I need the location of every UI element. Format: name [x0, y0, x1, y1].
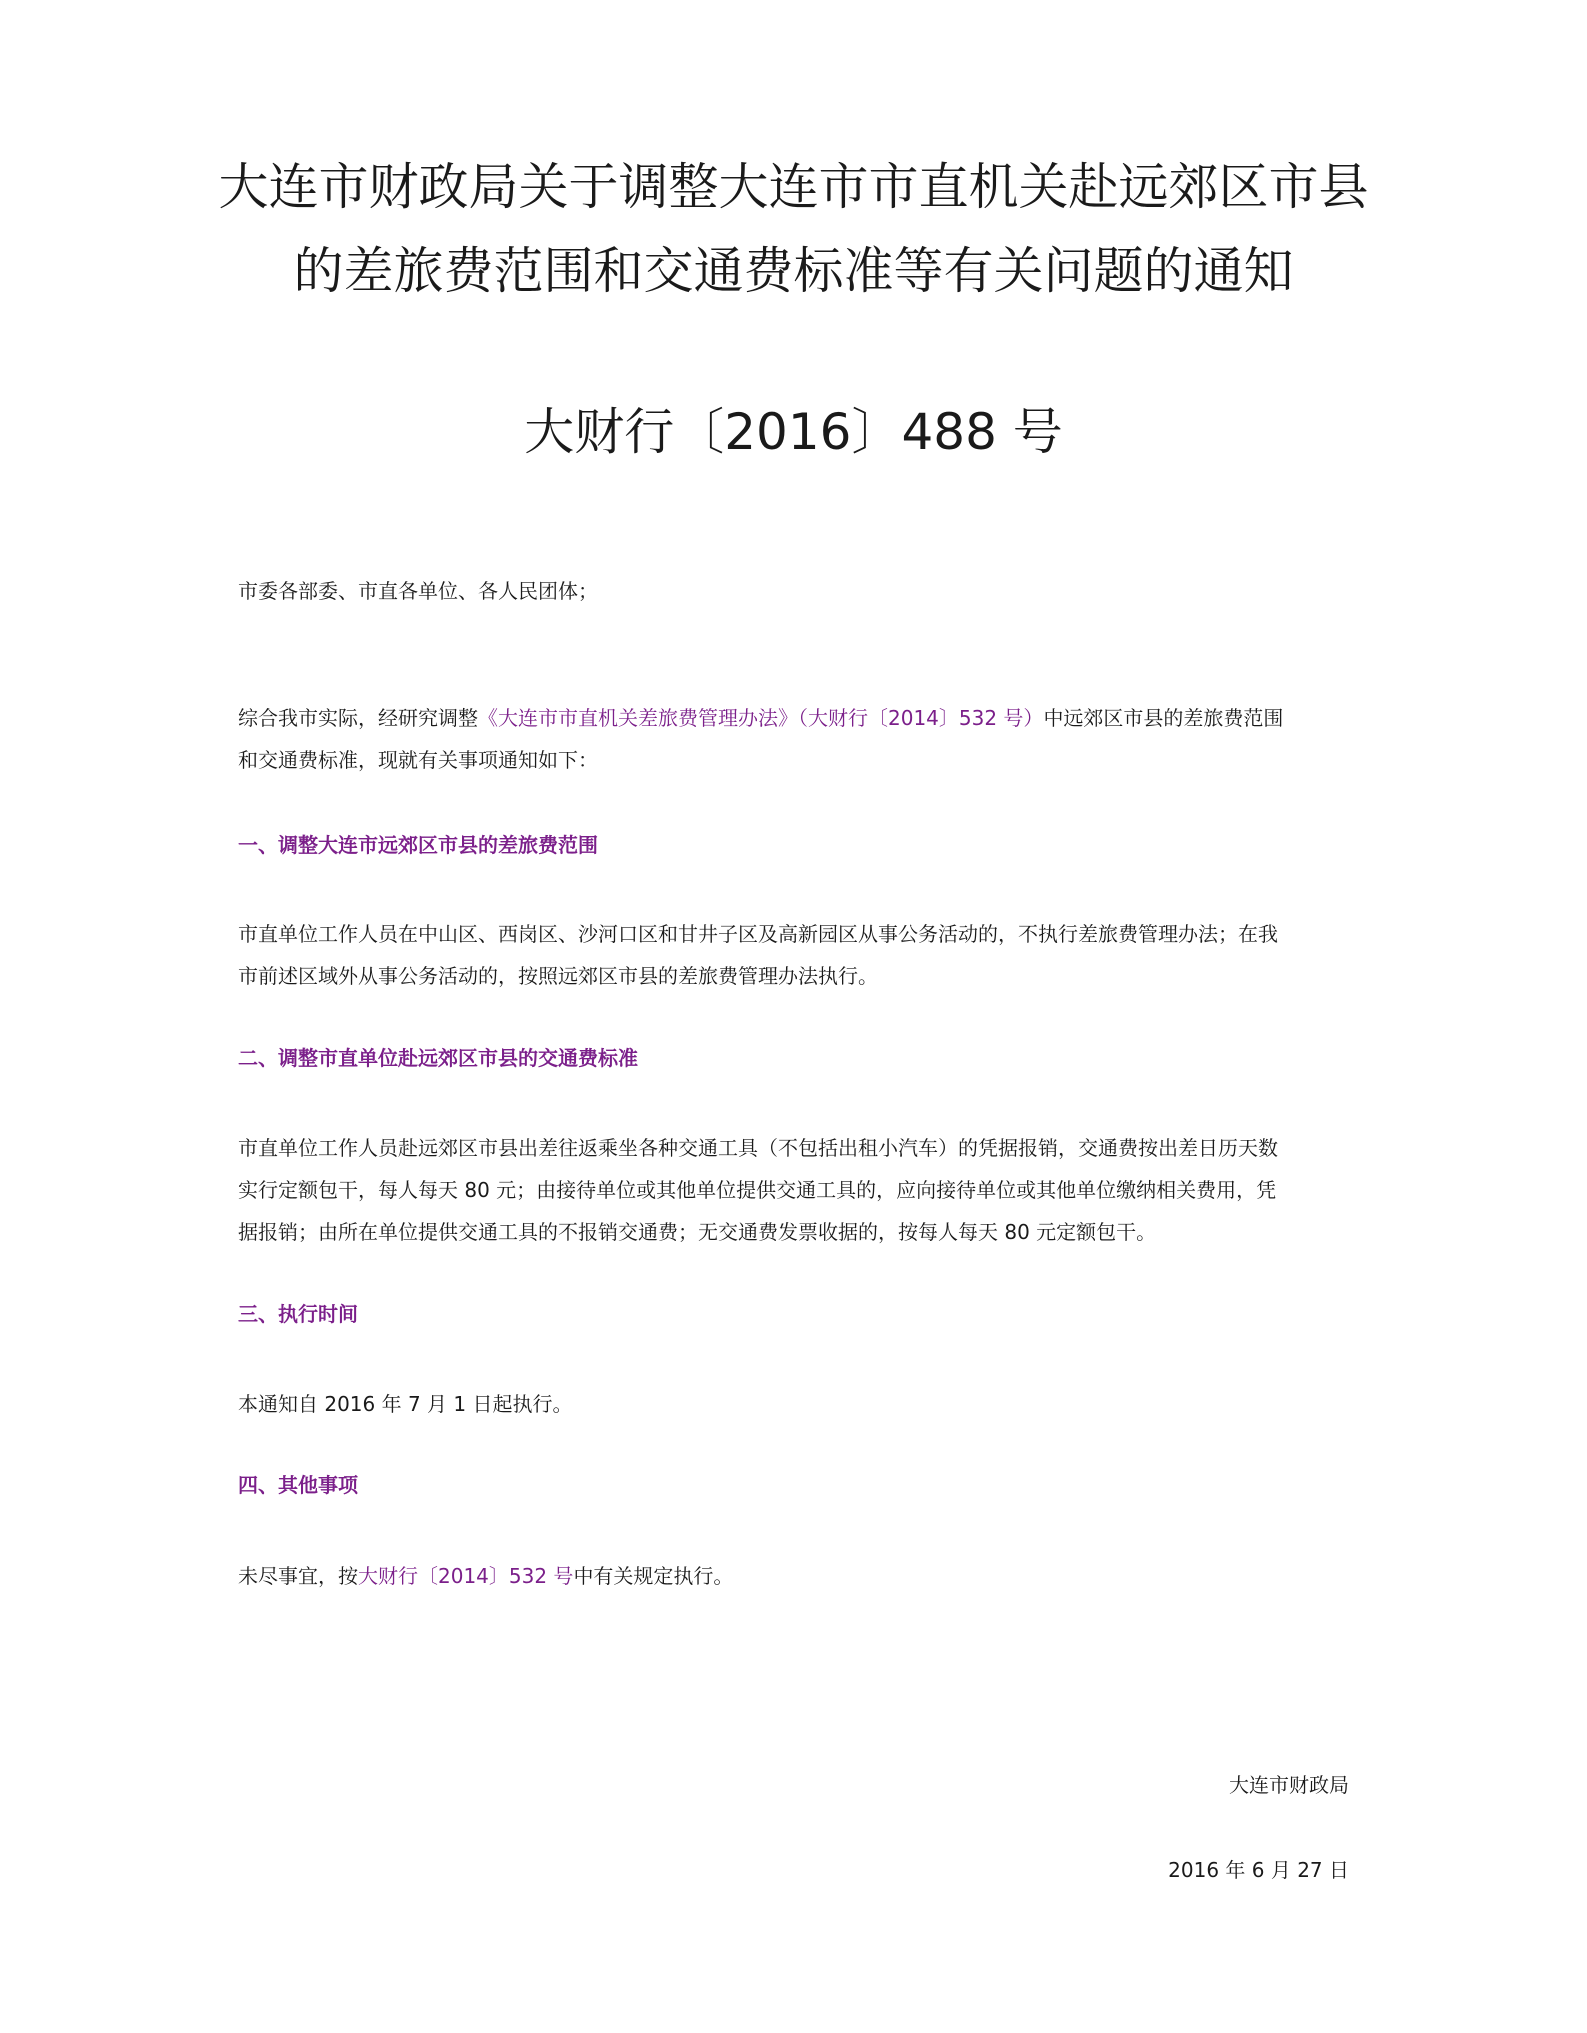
section-2-line-2: 实行定额包干，每人每天 80 元；由接待单位或其他单位提供交通工具的，应向接待单位或其他单位缴纳相关费用，凭	[238, 1178, 1277, 1202]
intro-paragraph	[238, 697, 1348, 781]
section-4-text-2: 中有关规定执行。	[573, 1564, 734, 1588]
section-1-body	[238, 913, 1348, 997]
section-heading-2: 二、调整市直单位赴远郊区市县的交通费标准	[238, 1046, 638, 1070]
section-3-body	[238, 1383, 1348, 1425]
section-2-body	[238, 1127, 1348, 1253]
title-line-1: 大连市财政局关于调整大连市市直机关赴远郊区市县	[218, 158, 1369, 216]
section-1-line-2: 市前述区域外从事公务活动的，按照远郊区市县的差旅费管理办法执行。	[238, 964, 878, 988]
section-4-reference-link[interactable]: 大财行〔2014〕532 号	[358, 1564, 574, 1588]
regulation-reference-link[interactable]: 《大连市市直机关差旅费管理办法》（大财行〔2014〕532 号）	[478, 706, 1044, 730]
intro-text-3: 和交通费标准，现就有关事项通知如下：	[238, 748, 598, 772]
signature-date: 2016 年 6 月 27 日	[1168, 1858, 1349, 1882]
section-4-body	[238, 1555, 1348, 1597]
section-heading-1: 一、调整大连市远郊区市县的差旅费范围	[238, 833, 598, 857]
intro-text-2: 中远郊区市县的差旅费范围	[1043, 706, 1284, 730]
title-line-2: 的差旅费范围和交通费标准等有关问题的通知	[293, 242, 1294, 300]
section-2-line-3: 据报销；由所在单位提供交通工具的不报销交通费；无交通费发票收据的，按每人每天 80 元定额包干。	[238, 1220, 1157, 1244]
section-2-line-1: 市直单位工作人员赴远郊区市县出差往返乘坐各种交通工具（不包括出租小汽车）的凭据报销，交通费按出差日历天数	[238, 1136, 1278, 1160]
section-heading-3: 三、执行时间	[238, 1302, 358, 1326]
section-1-line-1: 市直单位工作人员在中山区、西岗区、沙河口区和甘井子区及高新园区从事公务活动的，不执行差旅费管理办法；在我	[238, 922, 1278, 946]
section-heading-4: 四、其他事项	[238, 1473, 358, 1497]
document-number: 大财行〔2016〕488 号	[524, 403, 1063, 461]
document-title	[200, 145, 1387, 313]
section-3-line-1: 本通知自 2016 年 7 月 1 日起执行。	[238, 1392, 573, 1416]
addressee: 市委各部委、市直各单位、各人民团体；	[238, 579, 598, 603]
section-4-text-1: 未尽事宜，按	[238, 1564, 358, 1588]
intro-text-1: 综合我市实际，经研究调整	[238, 706, 478, 730]
signature-organization: 大连市财政局	[1229, 1773, 1349, 1797]
